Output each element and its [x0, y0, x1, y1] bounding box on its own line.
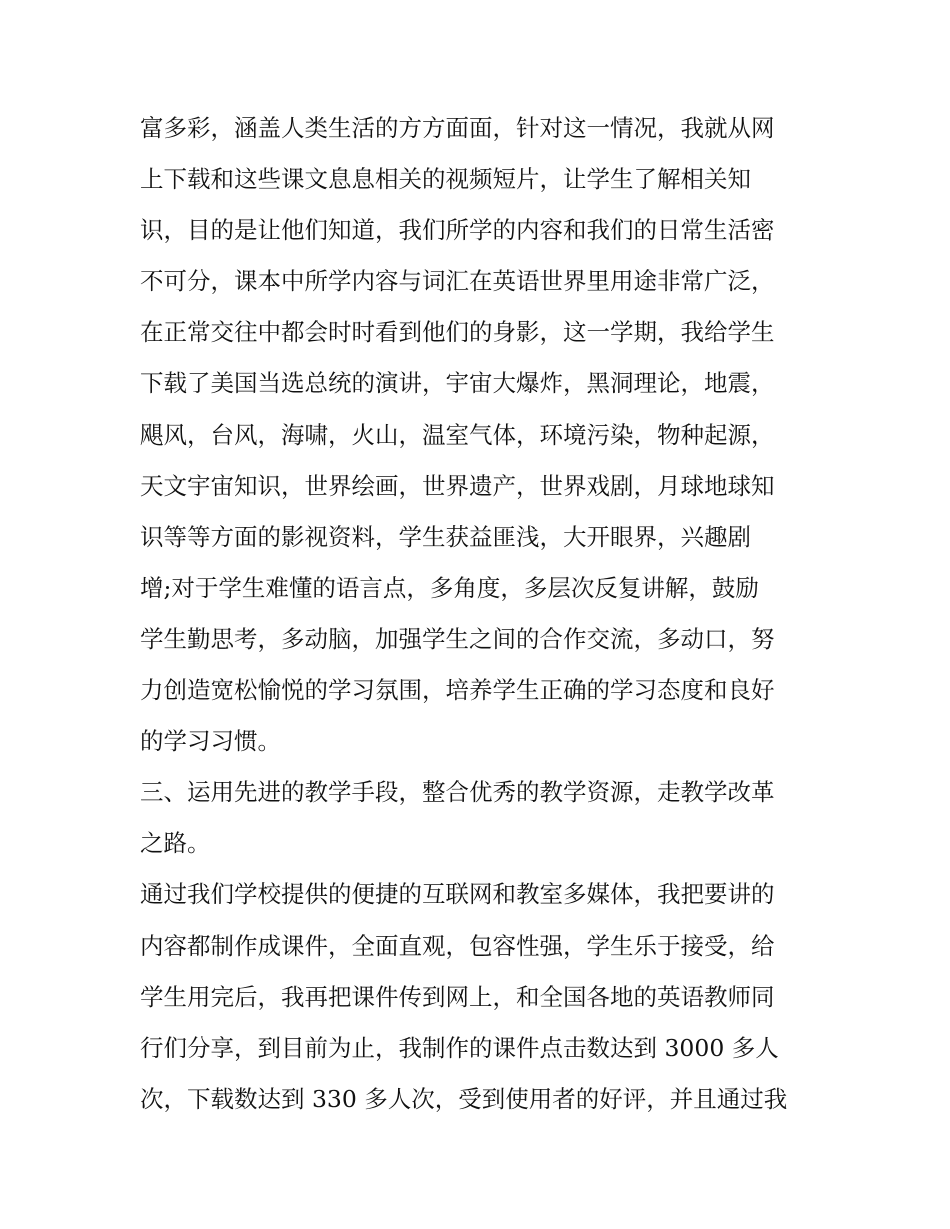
text-line: 力创造宽松愉悦的学习氛围，培养学生正确的学习态度和良好	[140, 676, 775, 705]
section-heading: 三、运用先进的教学手段，整合优秀的教学资源，走教学改革	[140, 778, 775, 807]
text-line: 天文宇宙知识，世界绘画，世界遗产，世界戏剧，月球地球知	[140, 471, 775, 500]
text-line: 行们分享，到目前为止，我制作的课件点击数达到 3000 多人	[140, 1033, 779, 1062]
text-line: 的学习习惯。	[140, 727, 281, 756]
text-line: 学生勤思考，多动脑，加强学生之间的合作交流，多动口，努	[140, 624, 775, 653]
text-line: 学生用完后，我再把课件传到网上，和全国各地的英语教师同	[140, 982, 775, 1011]
text-line: 富多彩，涵盖人类生活的方方面面，针对这一情况，我就从网	[140, 114, 775, 142]
text-line: 识等等方面的影视资料，学生获益匪浅，大开眼界，兴趣剧	[140, 522, 751, 551]
text-line: 增;对于学生难懂的语言点，多角度，多层次反复讲解，鼓励	[140, 573, 759, 602]
text-line: 通过我们学校提供的便捷的互联网和教室多媒体，我把要讲的	[140, 880, 775, 909]
text-line: 在正常交往中都会时时看到他们的身影，这一学期，我给学生	[140, 318, 775, 347]
text-line: 上下载和这些课文息息相关的视频短片，让学生了解相关知	[140, 165, 751, 194]
text-line: 下载了美国当选总统的演讲，宇宙大爆炸，黑洞理论，地震，	[140, 369, 775, 398]
text-line: 识，目的是让他们知道，我们所学的内容和我们的日常生活密	[140, 216, 775, 245]
text-line: 内容都制作成课件，全面直观，包容性强，学生乐于接受，给	[140, 931, 775, 960]
text-line: 不可分，课本中所学内容与词汇在英语世界里用途非常广泛，	[140, 267, 775, 296]
section-heading: 之路。	[140, 829, 211, 858]
text-line: 次，下载数达到 330 多人次，受到使用者的好评，并且通过我	[140, 1084, 788, 1113]
text-line: 飓风，台风，海啸，火山，温室气体，环境污染，物种起源，	[140, 420, 775, 449]
body-text	[140, 103, 820, 1125]
